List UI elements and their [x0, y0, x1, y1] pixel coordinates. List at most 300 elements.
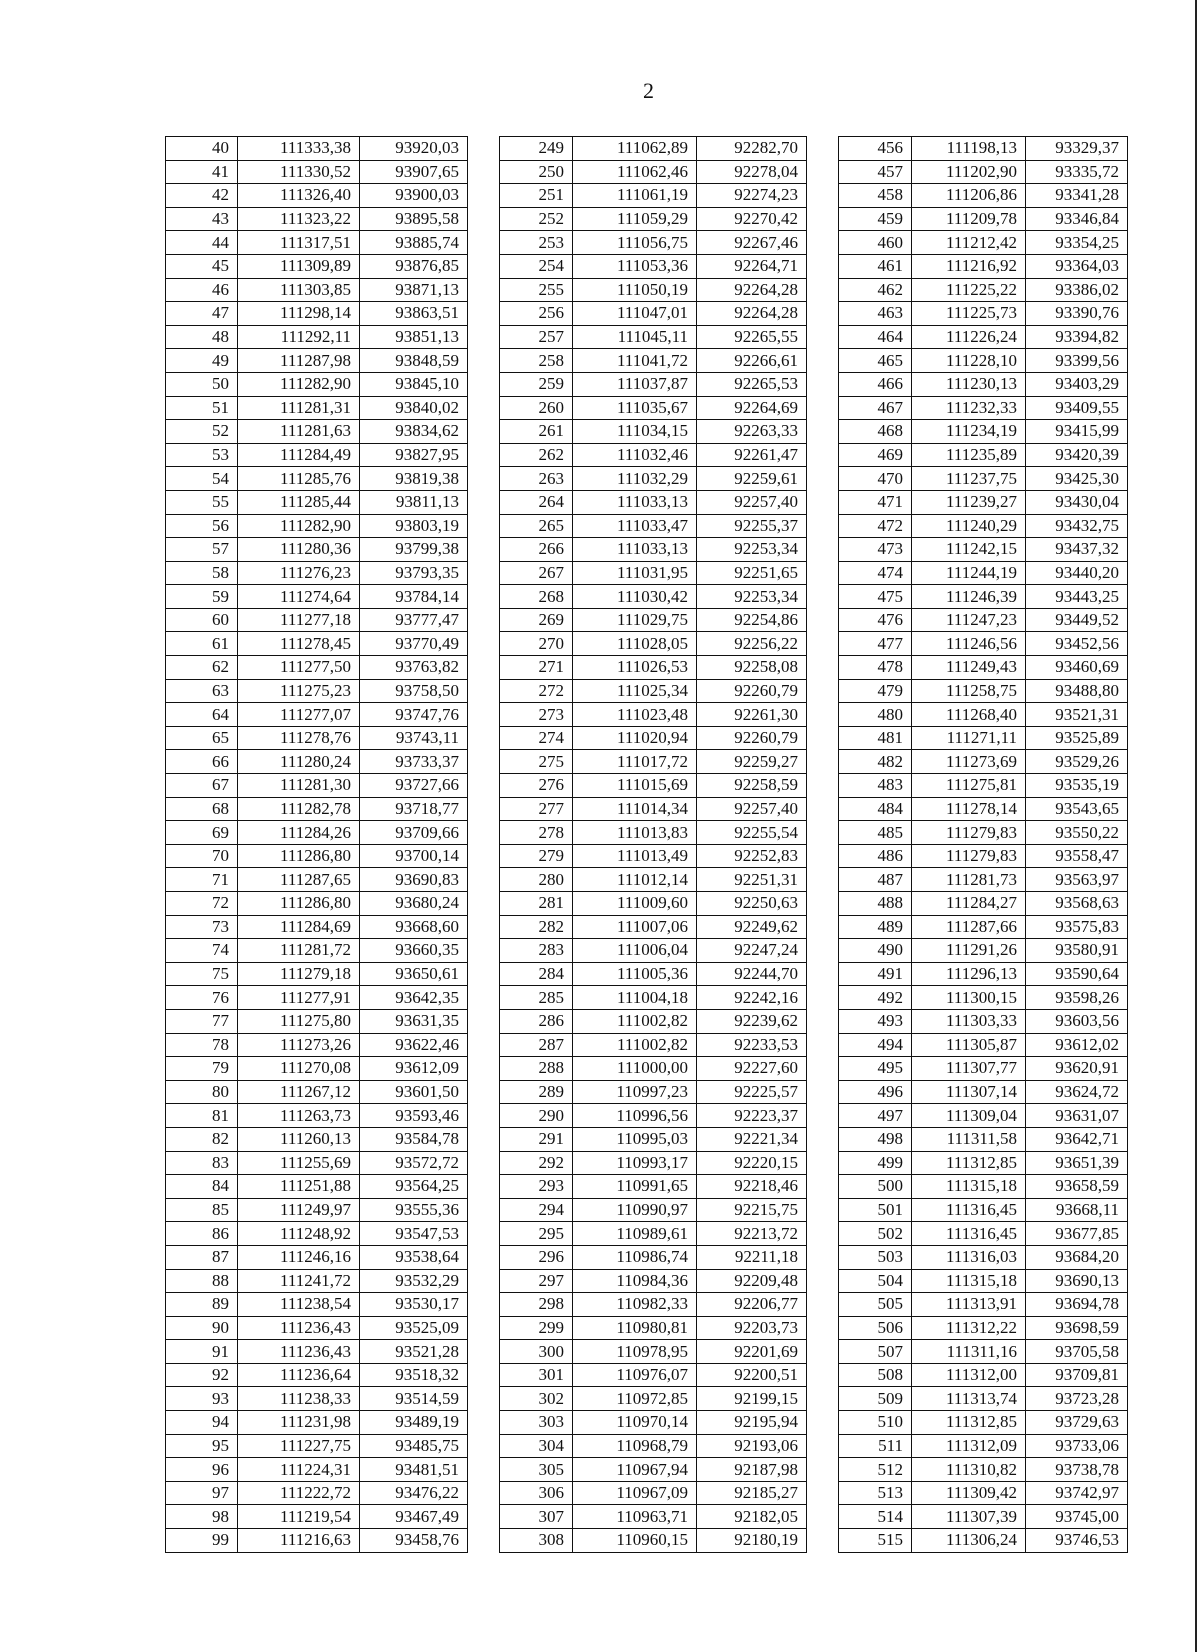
x-coordinate-cell: 111062,89	[573, 137, 697, 161]
x-coordinate-cell: 111260,13	[238, 1127, 360, 1151]
point-number-cell: 273	[500, 703, 573, 727]
table-row	[166, 1505, 1128, 1529]
group-separator	[468, 1009, 500, 1033]
point-number-cell: 484	[839, 797, 912, 821]
x-coordinate-cell: 111216,92	[912, 254, 1026, 278]
y-coordinate-cell: 93518,32	[360, 1363, 468, 1387]
group-separator	[807, 372, 839, 396]
group-separator	[807, 679, 839, 703]
y-coordinate-cell: 92259,61	[697, 467, 807, 491]
x-coordinate-cell: 111312,09	[912, 1434, 1026, 1458]
y-coordinate-cell: 92249,62	[697, 915, 807, 939]
point-number-cell: 265	[500, 514, 573, 538]
group-separator	[807, 1363, 839, 1387]
group-separator	[807, 1529, 839, 1553]
x-coordinate-cell: 111244,19	[912, 561, 1026, 585]
y-coordinate-cell: 93598,26	[1026, 986, 1128, 1010]
group-separator	[807, 160, 839, 184]
x-coordinate-cell: 110960,15	[573, 1529, 697, 1553]
group-separator	[807, 726, 839, 750]
x-coordinate-cell: 111004,18	[573, 986, 697, 1010]
y-coordinate-cell: 93489,19	[360, 1411, 468, 1435]
y-coordinate-cell: 92223,37	[697, 1104, 807, 1128]
x-coordinate-cell: 111000,00	[573, 1057, 697, 1081]
y-coordinate-cell: 93758,50	[360, 679, 468, 703]
y-coordinate-cell: 93709,81	[1026, 1363, 1128, 1387]
point-number-cell: 500	[839, 1175, 912, 1199]
point-number-cell: 252	[500, 207, 573, 231]
table-row	[166, 349, 1128, 373]
y-coordinate-cell: 93863,51	[360, 302, 468, 326]
x-coordinate-cell: 111315,18	[912, 1269, 1026, 1293]
y-coordinate-cell: 93631,35	[360, 1009, 468, 1033]
point-number-cell: 52	[166, 420, 238, 444]
point-number-cell: 287	[500, 1033, 573, 1057]
point-number-cell: 476	[839, 608, 912, 632]
point-number-cell: 80	[166, 1080, 238, 1104]
group-separator	[468, 632, 500, 656]
point-number-cell: 482	[839, 750, 912, 774]
table-row	[166, 585, 1128, 609]
point-number-cell: 463	[839, 302, 912, 326]
x-coordinate-cell: 111247,23	[912, 608, 1026, 632]
point-number-cell: 511	[839, 1434, 912, 1458]
y-coordinate-cell: 92220,15	[697, 1151, 807, 1175]
y-coordinate-cell: 92193,06	[697, 1434, 807, 1458]
x-coordinate-cell: 111053,36	[573, 254, 697, 278]
y-coordinate-cell: 93698,59	[1026, 1316, 1128, 1340]
x-coordinate-cell: 111309,04	[912, 1104, 1026, 1128]
y-coordinate-cell: 93680,24	[360, 892, 468, 916]
table-row	[166, 1033, 1128, 1057]
x-coordinate-cell: 111023,48	[573, 703, 697, 727]
group-separator	[468, 1175, 500, 1199]
point-number-cell: 54	[166, 467, 238, 491]
y-coordinate-cell: 92252,83	[697, 844, 807, 868]
y-coordinate-cell: 93876,85	[360, 254, 468, 278]
x-coordinate-cell: 111216,63	[238, 1529, 360, 1553]
group-separator	[468, 821, 500, 845]
group-separator	[807, 1080, 839, 1104]
point-number-cell: 59	[166, 585, 238, 609]
point-number-cell: 53	[166, 443, 238, 467]
x-coordinate-cell: 111277,91	[238, 986, 360, 1010]
group-separator	[807, 632, 839, 656]
x-coordinate-cell: 111061,19	[573, 184, 697, 208]
y-coordinate-cell: 93895,58	[360, 207, 468, 231]
x-coordinate-cell: 111219,54	[238, 1505, 360, 1529]
group-separator	[807, 1104, 839, 1128]
point-number-cell: 41	[166, 160, 238, 184]
x-coordinate-cell: 111287,98	[238, 349, 360, 373]
table-row	[166, 1009, 1128, 1033]
x-coordinate-cell: 111315,18	[912, 1175, 1026, 1199]
x-coordinate-cell: 111330,52	[238, 160, 360, 184]
point-number-cell: 47	[166, 302, 238, 326]
table-row	[166, 1104, 1128, 1128]
point-number-cell: 302	[500, 1387, 573, 1411]
point-number-cell: 461	[839, 254, 912, 278]
y-coordinate-cell: 93624,72	[1026, 1080, 1128, 1104]
y-coordinate-cell: 93694,78	[1026, 1293, 1128, 1317]
group-separator	[807, 608, 839, 632]
table-row	[166, 160, 1128, 184]
group-separator	[468, 1340, 500, 1364]
group-separator	[468, 1198, 500, 1222]
x-coordinate-cell: 111279,83	[912, 844, 1026, 868]
y-coordinate-cell: 93425,30	[1026, 467, 1128, 491]
point-number-cell: 470	[839, 467, 912, 491]
group-separator	[468, 750, 500, 774]
x-coordinate-cell: 111013,49	[573, 844, 697, 868]
y-coordinate-cell: 93631,07	[1026, 1104, 1128, 1128]
group-separator	[468, 443, 500, 467]
group-separator	[468, 1363, 500, 1387]
x-coordinate-cell: 111236,43	[238, 1316, 360, 1340]
point-number-cell: 469	[839, 443, 912, 467]
point-number-cell: 282	[500, 915, 573, 939]
point-number-cell: 94	[166, 1411, 238, 1435]
x-coordinate-cell: 111032,29	[573, 467, 697, 491]
y-coordinate-cell: 92260,79	[697, 726, 807, 750]
x-coordinate-cell: 111241,72	[238, 1269, 360, 1293]
x-coordinate-cell: 111242,15	[912, 538, 1026, 562]
y-coordinate-cell: 93650,61	[360, 962, 468, 986]
y-coordinate-cell: 93651,39	[1026, 1151, 1128, 1175]
x-coordinate-cell: 111273,26	[238, 1033, 360, 1057]
group-separator	[807, 1293, 839, 1317]
x-coordinate-cell: 111270,08	[238, 1057, 360, 1081]
x-coordinate-cell: 111307,39	[912, 1505, 1026, 1529]
y-coordinate-cell: 92180,19	[697, 1529, 807, 1553]
x-coordinate-cell: 111033,13	[573, 490, 697, 514]
point-number-cell: 89	[166, 1293, 238, 1317]
point-number-cell: 72	[166, 892, 238, 916]
group-separator	[468, 1481, 500, 1505]
group-separator	[468, 1458, 500, 1482]
point-number-cell: 288	[500, 1057, 573, 1081]
group-separator	[807, 1269, 839, 1293]
point-number-cell: 46	[166, 278, 238, 302]
point-number-cell: 457	[839, 160, 912, 184]
y-coordinate-cell: 92251,65	[697, 561, 807, 585]
x-coordinate-cell: 111333,38	[238, 137, 360, 161]
point-number-cell: 465	[839, 349, 912, 373]
x-coordinate-cell: 111316,45	[912, 1198, 1026, 1222]
group-separator	[807, 1127, 839, 1151]
y-coordinate-cell: 92218,46	[697, 1175, 807, 1199]
point-number-cell: 295	[500, 1222, 573, 1246]
y-coordinate-cell: 93390,76	[1026, 302, 1128, 326]
x-coordinate-cell: 111246,39	[912, 585, 1026, 609]
x-coordinate-cell: 110997,23	[573, 1080, 697, 1104]
x-coordinate-cell: 111020,94	[573, 726, 697, 750]
y-coordinate-cell: 93658,59	[1026, 1175, 1128, 1199]
table-row	[166, 774, 1128, 798]
y-coordinate-cell: 93364,03	[1026, 254, 1128, 278]
y-coordinate-cell: 92260,79	[697, 679, 807, 703]
y-coordinate-cell: 93885,74	[360, 231, 468, 255]
y-coordinate-cell: 92264,28	[697, 302, 807, 326]
point-number-cell: 300	[500, 1340, 573, 1364]
y-coordinate-cell: 93563,97	[1026, 868, 1128, 892]
point-number-cell: 249	[500, 137, 573, 161]
point-number-cell: 294	[500, 1198, 573, 1222]
y-coordinate-cell: 92257,40	[697, 490, 807, 514]
group-separator	[807, 868, 839, 892]
point-number-cell: 64	[166, 703, 238, 727]
y-coordinate-cell: 93430,04	[1026, 490, 1128, 514]
x-coordinate-cell: 111225,73	[912, 302, 1026, 326]
group-separator	[807, 1175, 839, 1199]
point-number-cell: 255	[500, 278, 573, 302]
x-coordinate-cell: 111231,98	[238, 1411, 360, 1435]
x-coordinate-cell: 111281,73	[912, 868, 1026, 892]
x-coordinate-cell: 110989,61	[573, 1222, 697, 1246]
point-number-cell: 57	[166, 538, 238, 562]
y-coordinate-cell: 93603,56	[1026, 1009, 1128, 1033]
x-coordinate-cell: 111246,56	[912, 632, 1026, 656]
x-coordinate-cell: 111307,77	[912, 1057, 1026, 1081]
y-coordinate-cell: 93709,66	[360, 821, 468, 845]
x-coordinate-cell: 110990,97	[573, 1198, 697, 1222]
table-row	[166, 1411, 1128, 1435]
point-number-cell: 301	[500, 1363, 573, 1387]
group-separator	[468, 160, 500, 184]
x-coordinate-cell: 111025,34	[573, 679, 697, 703]
group-separator	[468, 1033, 500, 1057]
point-number-cell: 303	[500, 1411, 573, 1435]
point-number-cell: 493	[839, 1009, 912, 1033]
y-coordinate-cell: 92182,05	[697, 1505, 807, 1529]
y-coordinate-cell: 92264,69	[697, 396, 807, 420]
y-coordinate-cell: 93612,02	[1026, 1033, 1128, 1057]
x-coordinate-cell: 110963,71	[573, 1505, 697, 1529]
y-coordinate-cell: 92209,48	[697, 1269, 807, 1293]
y-coordinate-cell: 92254,86	[697, 608, 807, 632]
group-separator	[807, 231, 839, 255]
point-number-cell: 514	[839, 1505, 912, 1529]
point-number-cell: 85	[166, 1198, 238, 1222]
x-coordinate-cell: 111238,54	[238, 1293, 360, 1317]
x-coordinate-cell: 111307,14	[912, 1080, 1026, 1104]
y-coordinate-cell: 93535,19	[1026, 774, 1128, 798]
point-number-cell: 42	[166, 184, 238, 208]
y-coordinate-cell: 93668,11	[1026, 1198, 1128, 1222]
point-number-cell: 507	[839, 1340, 912, 1364]
group-separator	[807, 1340, 839, 1364]
point-number-cell: 491	[839, 962, 912, 986]
table-row	[166, 939, 1128, 963]
x-coordinate-cell: 111326,40	[238, 184, 360, 208]
x-coordinate-cell: 110968,79	[573, 1434, 697, 1458]
point-number-cell: 74	[166, 939, 238, 963]
point-number-cell: 83	[166, 1151, 238, 1175]
point-number-cell: 50	[166, 372, 238, 396]
x-coordinate-cell: 111311,58	[912, 1127, 1026, 1151]
x-coordinate-cell: 111296,13	[912, 962, 1026, 986]
y-coordinate-cell: 93354,25	[1026, 231, 1128, 255]
x-coordinate-cell: 111287,65	[238, 868, 360, 892]
y-coordinate-cell: 93620,91	[1026, 1057, 1128, 1081]
point-number-cell: 76	[166, 986, 238, 1010]
y-coordinate-cell: 93564,25	[360, 1175, 468, 1199]
y-coordinate-cell: 92200,51	[697, 1363, 807, 1387]
group-separator	[807, 892, 839, 916]
point-number-cell: 466	[839, 372, 912, 396]
group-separator	[468, 1293, 500, 1317]
x-coordinate-cell: 111255,69	[238, 1151, 360, 1175]
x-coordinate-cell: 111279,18	[238, 962, 360, 986]
x-coordinate-cell: 111033,13	[573, 538, 697, 562]
point-number-cell: 274	[500, 726, 573, 750]
group-separator	[807, 302, 839, 326]
point-number-cell: 91	[166, 1340, 238, 1364]
table-row	[166, 986, 1128, 1010]
y-coordinate-cell: 93642,35	[360, 986, 468, 1010]
point-number-cell: 257	[500, 325, 573, 349]
y-coordinate-cell: 93386,02	[1026, 278, 1128, 302]
x-coordinate-cell: 111275,81	[912, 774, 1026, 798]
x-coordinate-cell: 111275,80	[238, 1009, 360, 1033]
y-coordinate-cell: 93845,10	[360, 372, 468, 396]
table-row	[166, 514, 1128, 538]
point-number-cell: 508	[839, 1363, 912, 1387]
x-coordinate-cell: 110982,33	[573, 1293, 697, 1317]
table-row	[166, 679, 1128, 703]
point-number-cell: 498	[839, 1127, 912, 1151]
x-coordinate-cell: 111017,72	[573, 750, 697, 774]
point-number-cell: 259	[500, 372, 573, 396]
table-row	[166, 231, 1128, 255]
x-coordinate-cell: 111277,07	[238, 703, 360, 727]
y-coordinate-cell: 92221,34	[697, 1127, 807, 1151]
x-coordinate-cell: 111238,33	[238, 1387, 360, 1411]
x-coordinate-cell: 111316,45	[912, 1222, 1026, 1246]
y-coordinate-cell: 93729,63	[1026, 1411, 1128, 1435]
group-separator	[468, 939, 500, 963]
table-row	[166, 1481, 1128, 1505]
group-separator	[807, 349, 839, 373]
x-coordinate-cell: 111278,14	[912, 797, 1026, 821]
table-row	[166, 302, 1128, 326]
point-number-cell: 502	[839, 1222, 912, 1246]
x-coordinate-cell: 111240,29	[912, 514, 1026, 538]
point-number-cell: 266	[500, 538, 573, 562]
point-number-cell: 43	[166, 207, 238, 231]
y-coordinate-cell: 93660,35	[360, 939, 468, 963]
point-number-cell: 90	[166, 1316, 238, 1340]
x-coordinate-cell: 111235,89	[912, 443, 1026, 467]
group-separator	[807, 1151, 839, 1175]
table-row	[166, 1245, 1128, 1269]
x-coordinate-cell: 111275,23	[238, 679, 360, 703]
group-separator	[807, 1458, 839, 1482]
x-coordinate-cell: 111032,46	[573, 443, 697, 467]
y-coordinate-cell: 92257,40	[697, 797, 807, 821]
point-number-cell: 62	[166, 656, 238, 680]
x-coordinate-cell: 111035,67	[573, 396, 697, 420]
y-coordinate-cell: 92259,27	[697, 750, 807, 774]
group-separator	[807, 1009, 839, 1033]
x-coordinate-cell: 111041,72	[573, 349, 697, 373]
point-number-cell: 55	[166, 490, 238, 514]
group-separator	[807, 844, 839, 868]
point-number-cell: 496	[839, 1080, 912, 1104]
x-coordinate-cell: 111005,36	[573, 962, 697, 986]
point-number-cell: 477	[839, 632, 912, 656]
x-coordinate-cell: 111209,78	[912, 207, 1026, 231]
point-number-cell: 515	[839, 1529, 912, 1553]
y-coordinate-cell: 93467,49	[360, 1505, 468, 1529]
y-coordinate-cell: 93558,47	[1026, 844, 1128, 868]
x-coordinate-cell: 111224,31	[238, 1458, 360, 1482]
x-coordinate-cell: 111282,90	[238, 372, 360, 396]
table-row	[166, 1198, 1128, 1222]
y-coordinate-cell: 93718,77	[360, 797, 468, 821]
x-coordinate-cell: 111263,73	[238, 1104, 360, 1128]
x-coordinate-cell: 111303,33	[912, 1009, 1026, 1033]
x-coordinate-cell: 111006,04	[573, 939, 697, 963]
y-coordinate-cell: 93738,78	[1026, 1458, 1128, 1482]
point-number-cell: 485	[839, 821, 912, 845]
y-coordinate-cell: 93449,52	[1026, 608, 1128, 632]
group-separator	[807, 1222, 839, 1246]
group-separator	[807, 443, 839, 467]
x-coordinate-cell: 111274,64	[238, 585, 360, 609]
table-row	[166, 420, 1128, 444]
y-coordinate-cell: 93443,25	[1026, 585, 1128, 609]
x-coordinate-cell: 111323,22	[238, 207, 360, 231]
point-number-cell: 256	[500, 302, 573, 326]
y-coordinate-cell: 92244,70	[697, 962, 807, 986]
group-separator	[468, 656, 500, 680]
y-coordinate-cell: 93530,17	[360, 1293, 468, 1317]
x-coordinate-cell: 111281,30	[238, 774, 360, 798]
coordinates-table	[165, 136, 1128, 1553]
x-coordinate-cell: 111248,92	[238, 1222, 360, 1246]
point-number-cell: 92	[166, 1363, 238, 1387]
y-coordinate-cell: 93547,53	[360, 1222, 468, 1246]
x-coordinate-cell: 111246,16	[238, 1245, 360, 1269]
group-separator	[468, 962, 500, 986]
group-separator	[468, 278, 500, 302]
y-coordinate-cell: 92264,71	[697, 254, 807, 278]
point-number-cell: 44	[166, 231, 238, 255]
point-number-cell: 67	[166, 774, 238, 798]
point-number-cell: 456	[839, 137, 912, 161]
y-coordinate-cell: 93900,03	[360, 184, 468, 208]
point-number-cell: 78	[166, 1033, 238, 1057]
x-coordinate-cell: 111014,34	[573, 797, 697, 821]
y-coordinate-cell: 93920,03	[360, 137, 468, 161]
y-coordinate-cell: 93784,14	[360, 585, 468, 609]
table-row	[166, 561, 1128, 585]
x-coordinate-cell: 111212,42	[912, 231, 1026, 255]
point-number-cell: 297	[500, 1269, 573, 1293]
point-number-cell: 95	[166, 1434, 238, 1458]
point-number-cell: 472	[839, 514, 912, 538]
group-separator	[468, 372, 500, 396]
y-coordinate-cell: 93705,58	[1026, 1340, 1128, 1364]
group-separator	[807, 1434, 839, 1458]
group-separator	[468, 1222, 500, 1246]
x-coordinate-cell: 111279,83	[912, 821, 1026, 845]
x-coordinate-cell: 111009,60	[573, 892, 697, 916]
x-coordinate-cell: 111267,12	[238, 1080, 360, 1104]
group-separator	[807, 1033, 839, 1057]
group-separator	[807, 1387, 839, 1411]
